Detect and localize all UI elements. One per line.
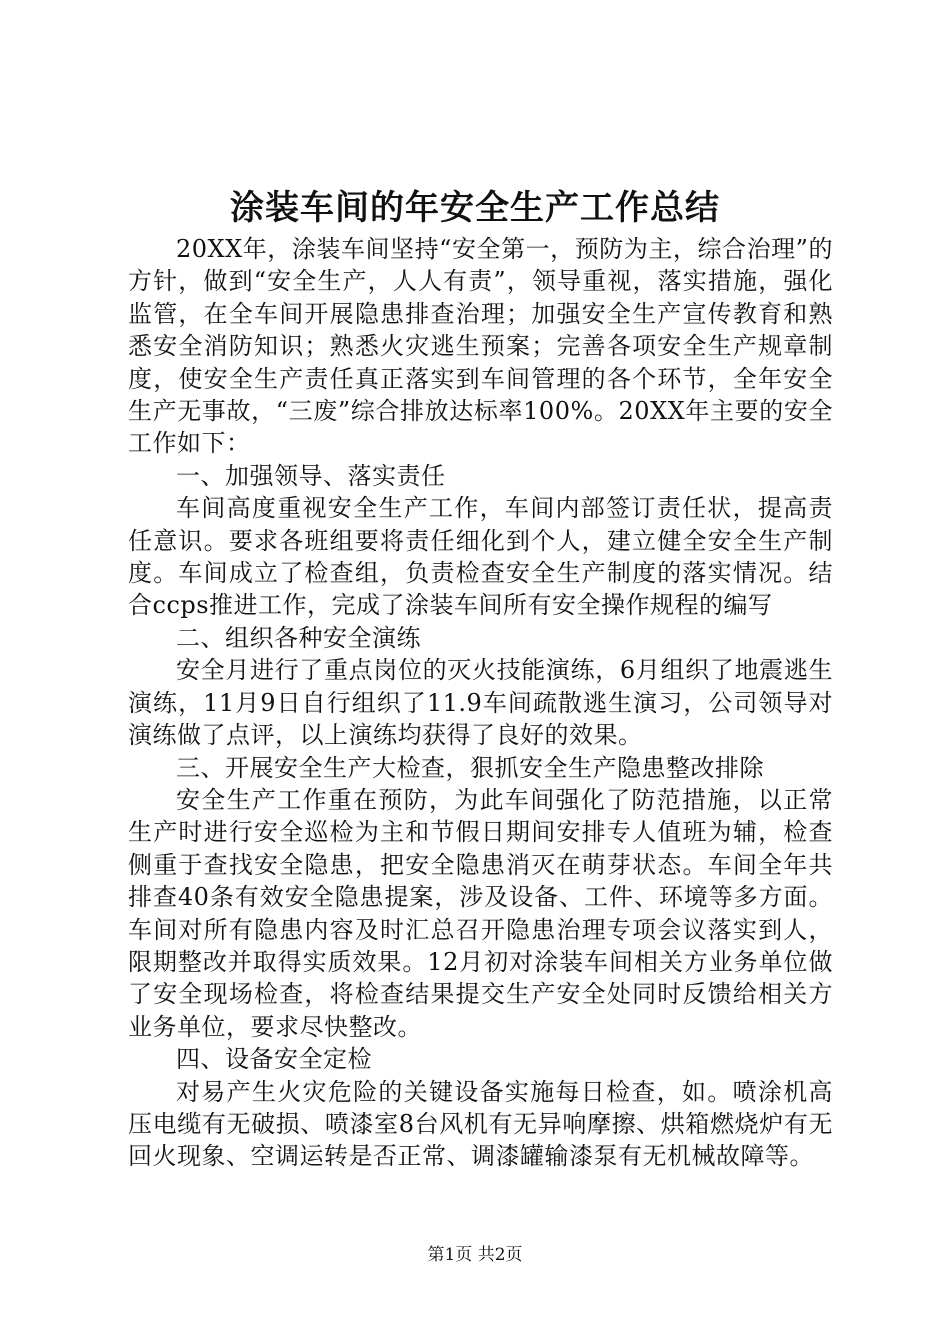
section-heading-4: 四、设备安全定检	[176, 1045, 372, 1074]
section-heading-1: 一、加强领导、落实责任	[176, 461, 446, 490]
section-heading-3: 三、开展安全生产大检查，狠抓安全生产隐患整改排除	[176, 753, 764, 782]
section-heading-2: 二、组织各种安全演练	[176, 623, 421, 652]
page-number-footer: 第1页 共2页	[427, 1245, 523, 1265]
document-body	[128, 233, 833, 1173]
paragraph-intro: 20XX年，涂装车间坚持“安全第一，预防为主，综合治理”的方针，做到“安全生产，人人有责”，领导重视，落实措施，强化监管，在全车间开展隐患排查治理；加强安全生产宣传教育和熟悉安全消防知识；熟悉火灾逃生预案；完善各项安全生产规章制度，使安全生产责任真正落实到车间管理的各个环节，全年安全生产无事故，“三废”综合排放达标率100%。20XX年主要的安全工作如下：	[128, 235, 833, 458]
paragraph-section-2: 安全月进行了重点岗位的灭火技能演练，6月组织了地震逃生演练，11月9日自行组织了11.9车间疏散逃生演习，公司领导对演练做了点评，以上演练均获得了良好的效果。	[128, 656, 833, 750]
document-title: 涂装车间的年安全生产工作总结	[230, 188, 720, 228]
paragraph-section-4: 对易产生火灾危险的关键设备实施每日检查，如。喷涂机高压电缆有无破损、喷漆室8台风机有无异响摩擦、烘箱燃烧炉有无回火现象、空调运转是否正常、调漆罐输漆泵有无机械故障等。	[128, 1077, 833, 1171]
paragraph-section-1: 车间高度重视安全生产工作，车间内部签订责任状，提高责任意识。要求各班组要将责任细化到个人，建立健全安全生产制度。车间成立了检查组，负责检查安全生产制度的落实情况。结合ccps推进工作，完成了涂装车间所有安全操作规程的编写	[128, 494, 833, 620]
paragraph-section-3: 安全生产工作重在预防，为此车间强化了防范措施，以正常生产时进行安全巡检为主和节假日期间安排专人值班为辅，检查侧重于查找安全隐患，把安全隐患消灭在萌芽状态。车间全年共排查40条有效安全隐患提案，涉及设备、工件、环境等多方面。车间对所有隐患内容及时汇总召开隐患治理专项会议落实到人，限期整改并取得实质效果。12月初对涂装车间相关方业务单位做了安全现场检查，将检查结果提交生产安全处同时反馈给相关方业务单位，要求尽快整改。	[128, 785, 833, 1041]
